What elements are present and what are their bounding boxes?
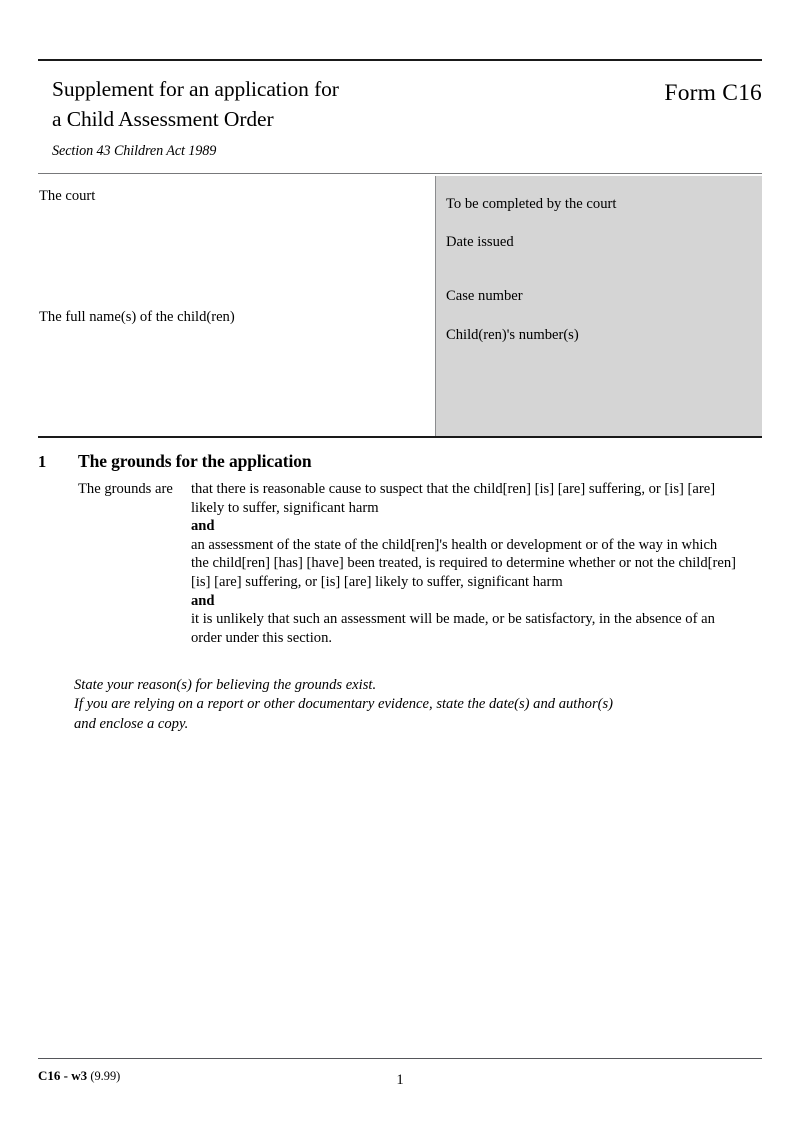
- date-issued-label: Date issued: [446, 234, 514, 250]
- court-panel-heading: To be completed by the court: [446, 196, 617, 212]
- section-heading: The grounds for the application: [78, 451, 312, 471]
- footer-code-text: C16 - w3: [38, 1068, 88, 1083]
- page-number: 1: [396, 1072, 404, 1088]
- footer-rule: [38, 1058, 762, 1059]
- ground-clause-a: that there is reasonable cause to suspect that the child[ren] [is] [are] suffering, or [is] [are] likely to suffer, significant harm: [191, 481, 716, 516]
- ground-clause-b: an assessment of the state of the child[ren]'s health or development or of the way in which the child[ren] [has] [have] been treated, is required to determine whether or not the child[ren] [is] [are] suffering, or [is] [are] likely to suffer, significant harm: [191, 536, 736, 590]
- court-field-label: The court: [39, 188, 96, 204]
- child-names-field-label: The full name(s) of the child(ren): [39, 309, 235, 325]
- case-number-label: Case number: [446, 288, 523, 304]
- ground-conjunction-1: and: [191, 518, 215, 535]
- court-panel-divider: [435, 176, 436, 436]
- instruction-line-2: If you are relying on a report or other documentary evidence, state the date(s) and author(s): [74, 696, 614, 713]
- document-title-line-1: Supplement for an application for: [52, 77, 339, 101]
- footer-version-text: (9.99): [90, 1069, 121, 1083]
- document-title-line-2: a Child Assessment Order: [52, 107, 274, 131]
- header-rule-top: [38, 59, 762, 61]
- section-number: 1: [38, 452, 47, 471]
- form-identifier: Form C16: [664, 80, 762, 106]
- statute-reference: Section 43 Children Act 1989: [52, 143, 217, 159]
- ground-clause-c: it is unlikely that such an assessment will be made, or be satisfactory, in the absence of an order under this section.: [191, 611, 715, 646]
- grounds-body: [191, 480, 736, 647]
- header-rule-thin: [38, 173, 762, 174]
- instruction-line-3: and enclose a copy.: [74, 715, 189, 732]
- instruction-line-1: State your reason(s) for believing the grounds exist.: [74, 677, 377, 693]
- ground-conjunction-2: and: [191, 592, 215, 609]
- court-use-panel: [435, 176, 762, 436]
- document-title: [52, 74, 472, 134]
- child-numbers-label: Child(ren)'s number(s): [446, 327, 579, 343]
- grounds-label: The grounds are: [78, 481, 173, 497]
- reason-instructions: [74, 676, 734, 734]
- section-divider-rule: [38, 436, 762, 438]
